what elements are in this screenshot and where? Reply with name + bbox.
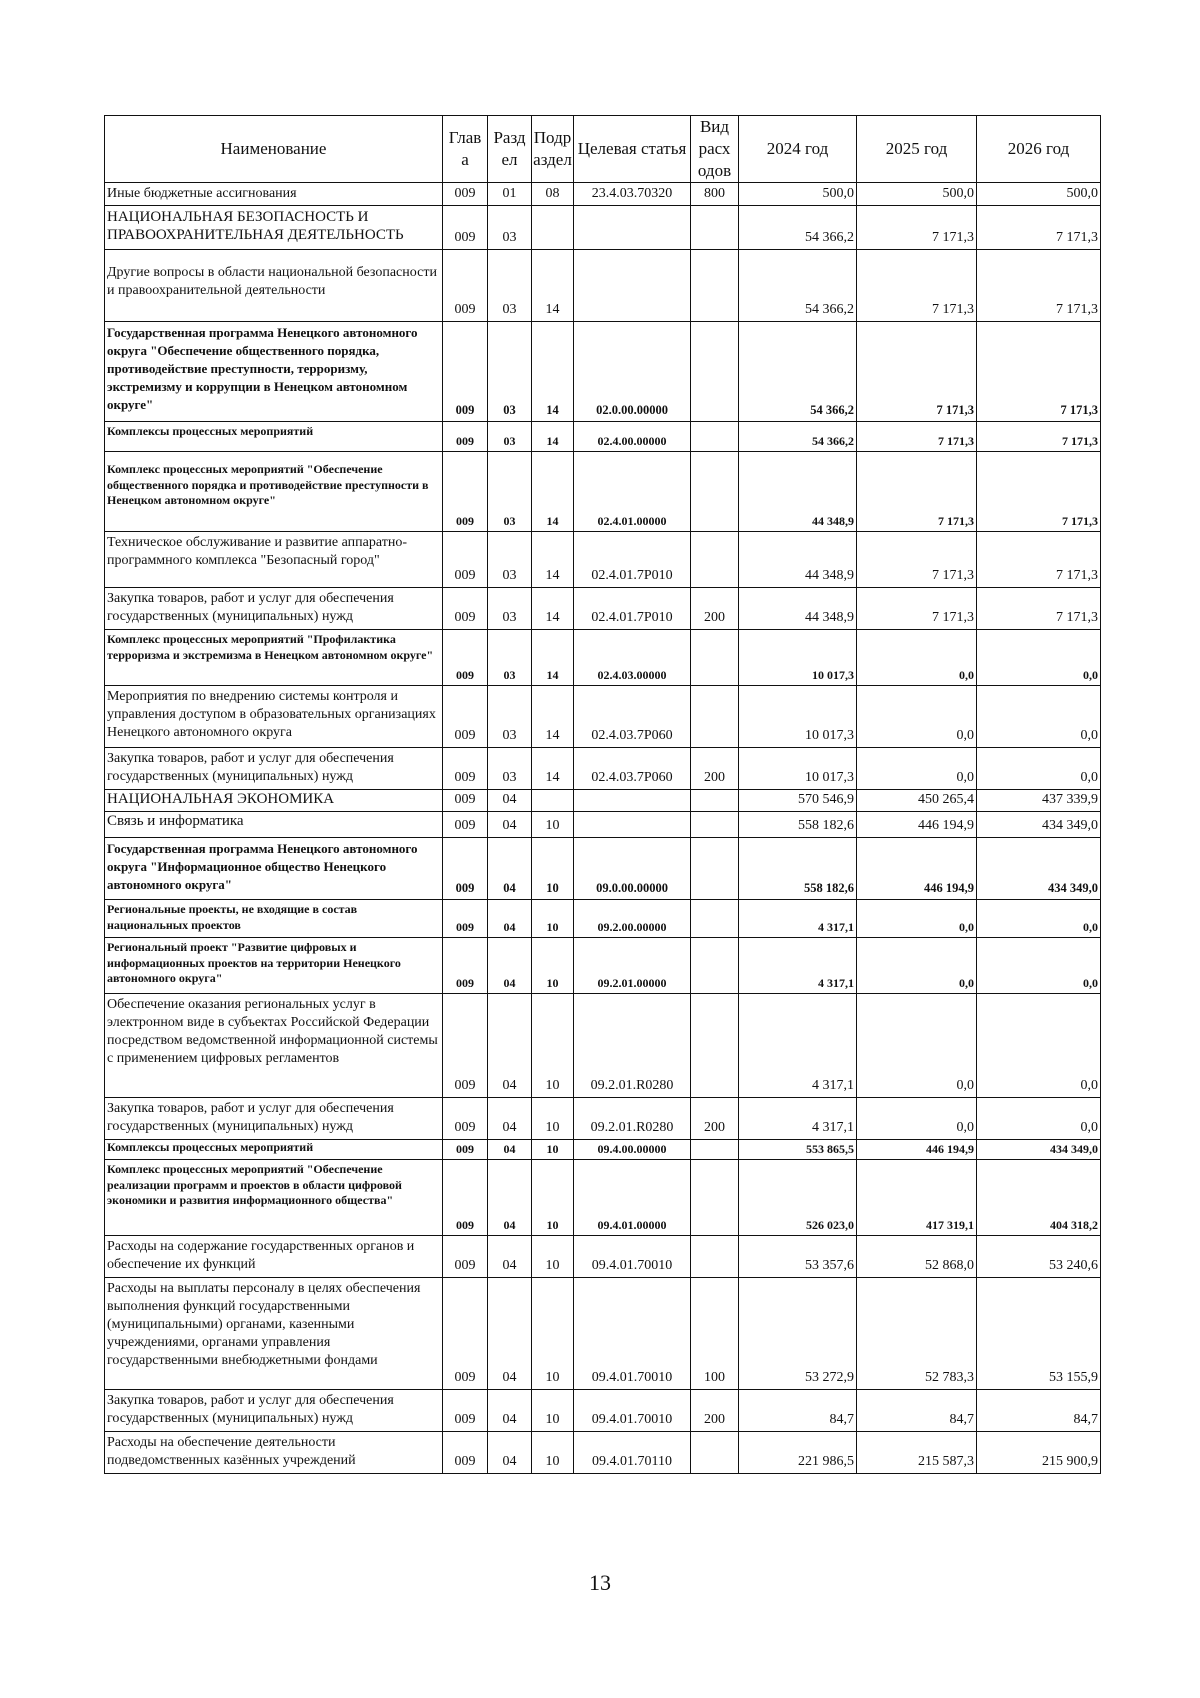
row-value-2024: 4 317,1 (739, 900, 857, 938)
row-value-2025: 446 194,9 (857, 812, 977, 838)
row-value-2026: 7 171,3 (977, 422, 1101, 452)
header-glava: Глав а (443, 116, 488, 183)
row-value-2024: 54 366,2 (739, 322, 857, 422)
row-podrazdel: 10 (532, 994, 574, 1098)
row-value-2025: 417 319,1 (857, 1160, 977, 1236)
table-row (105, 1140, 1101, 1160)
row-expense-type (691, 206, 739, 250)
row-value-2024: 500,0 (739, 183, 857, 206)
row-name: Комплекс процессных мероприятий "Обеспечение общественного порядка и противодействие преступности в Ненецком автономном округе" (105, 452, 443, 532)
row-expense-type (691, 790, 739, 812)
row-value-2026: 7 171,3 (977, 452, 1101, 532)
row-glava: 009 (443, 1278, 488, 1390)
row-razdel: 04 (488, 1278, 532, 1390)
row-target-article (574, 812, 691, 838)
row-value-2025: 0,0 (857, 748, 977, 790)
row-target-article: 02.4.00.00000 (574, 422, 691, 452)
table-row (105, 790, 1101, 812)
row-value-2024: 4 317,1 (739, 1098, 857, 1140)
row-razdel: 03 (488, 686, 532, 748)
row-name: Техническое обслуживание и развитие аппаратно-программного комплекса "Безопасный город" (105, 532, 443, 588)
row-expense-type (691, 838, 739, 900)
row-razdel: 03 (488, 630, 532, 686)
row-razdel: 04 (488, 1160, 532, 1236)
row-target-article: 09.2.01.00000 (574, 938, 691, 994)
row-podrazdel: 10 (532, 838, 574, 900)
header-year-2024: 2024 год (739, 116, 857, 183)
row-value-2026: 7 171,3 (977, 206, 1101, 250)
row-glava: 009 (443, 1160, 488, 1236)
row-value-2025: 0,0 (857, 994, 977, 1098)
table-row (105, 748, 1101, 790)
row-expense-type (691, 994, 739, 1098)
row-value-2024: 10 017,3 (739, 748, 857, 790)
table-row (105, 452, 1101, 532)
row-podrazdel: 14 (532, 532, 574, 588)
row-value-2025: 215 587,3 (857, 1432, 977, 1474)
row-value-2025: 500,0 (857, 183, 977, 206)
row-value-2024: 221 986,5 (739, 1432, 857, 1474)
row-value-2026: 437 339,9 (977, 790, 1101, 812)
row-expense-type (691, 1236, 739, 1278)
row-glava: 009 (443, 452, 488, 532)
row-podrazdel: 10 (532, 1098, 574, 1140)
table-row (105, 183, 1101, 206)
row-name: Другие вопросы в области национальной безопасности и правоохранительной деятельности (105, 250, 443, 322)
table-row (105, 1160, 1101, 1236)
row-target-article: 09.0.00.00000 (574, 838, 691, 900)
row-value-2024: 84,7 (739, 1390, 857, 1432)
table-row (105, 250, 1101, 322)
row-razdel: 04 (488, 1140, 532, 1160)
row-glava: 009 (443, 1140, 488, 1160)
row-razdel: 03 (488, 748, 532, 790)
row-value-2025: 0,0 (857, 1098, 977, 1140)
row-value-2026: 434 349,0 (977, 812, 1101, 838)
row-value-2025: 7 171,3 (857, 588, 977, 630)
row-target-article (574, 790, 691, 812)
row-target-article: 02.4.03.7Р060 (574, 686, 691, 748)
row-value-2025: 84,7 (857, 1390, 977, 1432)
row-value-2024: 54 366,2 (739, 422, 857, 452)
row-value-2026: 215 900,9 (977, 1432, 1101, 1474)
table-row (105, 1278, 1101, 1390)
row-name: Закупка товаров, работ и услуг для обеспечения государственных (муниципальных) нужд (105, 1098, 443, 1140)
row-podrazdel: 10 (532, 938, 574, 994)
row-value-2025: 7 171,3 (857, 206, 977, 250)
row-value-2026: 0,0 (977, 630, 1101, 686)
row-target-article: 09.4.01.70110 (574, 1432, 691, 1474)
row-target-article: 09.2.01.R0280 (574, 994, 691, 1098)
row-value-2024: 44 348,9 (739, 588, 857, 630)
row-glava: 009 (443, 1432, 488, 1474)
row-glava: 009 (443, 686, 488, 748)
row-razdel: 04 (488, 790, 532, 812)
row-podrazdel: 14 (532, 630, 574, 686)
row-target-article: 09.4.01.00000 (574, 1160, 691, 1236)
row-value-2026: 7 171,3 (977, 588, 1101, 630)
row-podrazdel: 08 (532, 183, 574, 206)
header-year-2026: 2026 год (977, 116, 1101, 183)
row-value-2025: 0,0 (857, 630, 977, 686)
row-value-2026: 7 171,3 (977, 250, 1101, 322)
row-name: Закупка товаров, работ и услуг для обеспечения государственных (муниципальных) нужд (105, 1390, 443, 1432)
table-row (105, 532, 1101, 588)
row-razdel: 03 (488, 422, 532, 452)
row-razdel: 03 (488, 452, 532, 532)
header-row (105, 116, 1101, 183)
row-value-2025: 7 171,3 (857, 422, 977, 452)
row-target-article: 09.2.00.00000 (574, 900, 691, 938)
row-razdel: 03 (488, 250, 532, 322)
row-glava: 009 (443, 206, 488, 250)
row-expense-type (691, 322, 739, 422)
header-expense-type: Вид расх одов (691, 116, 739, 183)
row-target-article: 02.4.01.7Р010 (574, 532, 691, 588)
row-name: Мероприятия по внедрению системы контроля и управления доступом в образовательных организациях Ненецкого автономного округа (105, 686, 443, 748)
row-glava: 009 (443, 938, 488, 994)
row-expense-type (691, 686, 739, 748)
row-razdel: 04 (488, 838, 532, 900)
row-podrazdel (532, 790, 574, 812)
row-value-2024: 44 348,9 (739, 532, 857, 588)
row-target-article: 09.4.01.70010 (574, 1390, 691, 1432)
row-target-article: 02.4.01.7Р010 (574, 588, 691, 630)
row-value-2026: 7 171,3 (977, 322, 1101, 422)
row-value-2026: 53 240,6 (977, 1236, 1101, 1278)
row-target-article: 02.4.03.00000 (574, 630, 691, 686)
row-glava: 009 (443, 630, 488, 686)
row-podrazdel: 14 (532, 588, 574, 630)
table-row (105, 206, 1101, 250)
row-podrazdel: 14 (532, 452, 574, 532)
row-glava: 009 (443, 1098, 488, 1140)
row-razdel: 04 (488, 994, 532, 1098)
row-expense-type (691, 532, 739, 588)
row-razdel: 04 (488, 1390, 532, 1432)
row-razdel: 04 (488, 1098, 532, 1140)
row-razdel: 03 (488, 206, 532, 250)
row-expense-type: 200 (691, 1098, 739, 1140)
table-row (105, 630, 1101, 686)
table-row (105, 900, 1101, 938)
row-razdel: 01 (488, 183, 532, 206)
row-podrazdel: 14 (532, 250, 574, 322)
row-name: НАЦИОНАЛЬНАЯ ЭКОНОМИКА (105, 790, 443, 812)
row-target-article: 02.0.00.00000 (574, 322, 691, 422)
row-podrazdel: 14 (532, 686, 574, 748)
row-value-2025: 52 868,0 (857, 1236, 977, 1278)
header-name: Наименование (105, 116, 443, 183)
table-row (105, 422, 1101, 452)
table-row (105, 322, 1101, 422)
row-value-2025: 7 171,3 (857, 250, 977, 322)
row-value-2025: 0,0 (857, 686, 977, 748)
row-target-article: 02.4.01.00000 (574, 452, 691, 532)
row-value-2024: 570 546,9 (739, 790, 857, 812)
row-expense-type: 200 (691, 748, 739, 790)
row-podrazdel: 10 (532, 1160, 574, 1236)
row-razdel: 03 (488, 588, 532, 630)
row-value-2026: 404 318,2 (977, 1160, 1101, 1236)
row-glava: 009 (443, 250, 488, 322)
row-podrazdel: 10 (532, 1278, 574, 1390)
row-expense-type (691, 250, 739, 322)
header-podrazdel: Подр аздел (532, 116, 574, 183)
header-razdel: Разд ел (488, 116, 532, 183)
row-expense-type (691, 1160, 739, 1236)
row-glava: 009 (443, 994, 488, 1098)
row-expense-type (691, 938, 739, 994)
row-value-2026: 0,0 (977, 1098, 1101, 1140)
row-target-article: 09.2.01.R0280 (574, 1098, 691, 1140)
row-name: Закупка товаров, работ и услуг для обеспечения государственных (муниципальных) нужд (105, 588, 443, 630)
row-value-2024: 44 348,9 (739, 452, 857, 532)
row-value-2025: 7 171,3 (857, 532, 977, 588)
row-razdel: 03 (488, 322, 532, 422)
row-expense-type (691, 422, 739, 452)
table-row (105, 1432, 1101, 1474)
row-name: Региональный проект "Развитие цифровых и информационных проектов на территории Ненецкого автономного округа" (105, 938, 443, 994)
row-razdel: 04 (488, 1236, 532, 1278)
row-target-article: 23.4.03.70320 (574, 183, 691, 206)
row-value-2025: 7 171,3 (857, 322, 977, 422)
row-target-article: 09.4.00.00000 (574, 1140, 691, 1160)
page-number: 13 (589, 1570, 611, 1595)
row-podrazdel: 10 (532, 812, 574, 838)
row-expense-type (691, 900, 739, 938)
row-name: Обеспечение оказания региональных услуг в электронном виде в субъектах Российской Федерации посредством ведомственной информационной системы с применением цифровых регламентов (105, 994, 443, 1098)
row-value-2026: 7 171,3 (977, 532, 1101, 588)
row-podrazdel: 14 (532, 748, 574, 790)
row-value-2024: 558 182,6 (739, 812, 857, 838)
row-glava: 009 (443, 1390, 488, 1432)
row-value-2024: 4 317,1 (739, 938, 857, 994)
row-podrazdel (532, 206, 574, 250)
row-podrazdel: 14 (532, 322, 574, 422)
row-expense-type: 100 (691, 1278, 739, 1390)
header-year-2025: 2025 год (857, 116, 977, 183)
row-value-2024: 526 023,0 (739, 1160, 857, 1236)
table-row (105, 838, 1101, 900)
row-podrazdel: 10 (532, 1236, 574, 1278)
row-value-2026: 0,0 (977, 938, 1101, 994)
row-name: Расходы на выплаты персоналу в целях обеспечения выполнения функций государственными (муниципальными) органами, казенными учреждениями, органами управления государственными внебюджетными фондами (105, 1278, 443, 1390)
table-row (105, 1390, 1101, 1432)
table-row (105, 686, 1101, 748)
row-razdel: 04 (488, 1432, 532, 1474)
row-podrazdel: 10 (532, 1432, 574, 1474)
row-value-2024: 558 182,6 (739, 838, 857, 900)
row-expense-type (691, 1432, 739, 1474)
row-podrazdel: 10 (532, 1390, 574, 1432)
row-glava: 009 (443, 422, 488, 452)
row-value-2024: 54 366,2 (739, 206, 857, 250)
row-value-2026: 434 349,0 (977, 1140, 1101, 1160)
table-row (105, 588, 1101, 630)
row-name: Расходы на содержание государственных органов и обеспечение их функций (105, 1236, 443, 1278)
row-value-2025: 52 783,3 (857, 1278, 977, 1390)
row-name: Комплексы процессных мероприятий (105, 1140, 443, 1160)
row-value-2025: 0,0 (857, 900, 977, 938)
table-row (105, 812, 1101, 838)
row-razdel: 04 (488, 938, 532, 994)
row-target-article (574, 206, 691, 250)
row-value-2024: 10 017,3 (739, 686, 857, 748)
row-glava: 009 (443, 790, 488, 812)
row-name: Комплексы процессных мероприятий (105, 422, 443, 452)
row-razdel: 04 (488, 900, 532, 938)
row-podrazdel: 14 (532, 422, 574, 452)
row-name: Комплекс процессных мероприятий "Обеспечение реализации программ и проектов в области цифровой экономики и развития информационного общества" (105, 1160, 443, 1236)
row-value-2025: 446 194,9 (857, 1140, 977, 1160)
row-target-article: 09.4.01.70010 (574, 1236, 691, 1278)
row-glava: 009 (443, 838, 488, 900)
row-glava: 009 (443, 1236, 488, 1278)
row-glava: 009 (443, 748, 488, 790)
row-expense-type (691, 452, 739, 532)
table-row (105, 938, 1101, 994)
row-name: Расходы на обеспечение деятельности подведомственных казённых учреждений (105, 1432, 443, 1474)
row-name: Связь и информатика (105, 812, 443, 838)
row-name: Государственная программа Ненецкого автономного округа "Обеспечение общественного порядка, противодействие преступности, терроризму, экстремизму и коррупции в Ненецком автономном округе" (105, 322, 443, 422)
row-glava: 009 (443, 322, 488, 422)
row-value-2024: 4 317,1 (739, 994, 857, 1098)
row-value-2026: 53 155,9 (977, 1278, 1101, 1390)
table-row (105, 1098, 1101, 1140)
row-glava: 009 (443, 900, 488, 938)
row-value-2024: 53 272,9 (739, 1278, 857, 1390)
row-glava: 009 (443, 532, 488, 588)
row-value-2025: 7 171,3 (857, 452, 977, 532)
row-value-2025: 450 265,4 (857, 790, 977, 812)
row-expense-type (691, 812, 739, 838)
row-value-2024: 553 865,5 (739, 1140, 857, 1160)
row-glava: 009 (443, 183, 488, 206)
row-value-2026: 84,7 (977, 1390, 1101, 1432)
row-value-2026: 0,0 (977, 994, 1101, 1098)
row-value-2026: 500,0 (977, 183, 1101, 206)
row-target-article: 02.4.03.7Р060 (574, 748, 691, 790)
row-value-2026: 434 349,0 (977, 838, 1101, 900)
row-expense-type: 200 (691, 1390, 739, 1432)
row-value-2024: 54 366,2 (739, 250, 857, 322)
row-target-article: 09.4.01.70010 (574, 1278, 691, 1390)
row-podrazdel: 10 (532, 900, 574, 938)
row-razdel: 04 (488, 812, 532, 838)
row-value-2024: 10 017,3 (739, 630, 857, 686)
row-name: Государственная программа Ненецкого автономного округа "Информационное общество Ненецкого автономного округа" (105, 838, 443, 900)
row-expense-type (691, 1140, 739, 1160)
row-name: Региональные проекты, не входящие в состав национальных проектов (105, 900, 443, 938)
row-value-2026: 0,0 (977, 748, 1101, 790)
header-target-article: Целевая статья (574, 116, 691, 183)
row-razdel: 03 (488, 532, 532, 588)
row-target-article (574, 250, 691, 322)
table-row (105, 994, 1101, 1098)
row-value-2026: 0,0 (977, 686, 1101, 748)
row-name: Закупка товаров, работ и услуг для обеспечения государственных (муниципальных) нужд (105, 748, 443, 790)
row-glava: 009 (443, 812, 488, 838)
row-value-2025: 446 194,9 (857, 838, 977, 900)
row-name: Комплекс процессных мероприятий "Профилактика терроризма и экстремизма в Ненецком автономном округе" (105, 630, 443, 686)
row-glava: 009 (443, 588, 488, 630)
row-expense-type: 800 (691, 183, 739, 206)
row-value-2024: 53 357,6 (739, 1236, 857, 1278)
table-row (105, 1236, 1101, 1278)
row-expense-type (691, 630, 739, 686)
row-value-2026: 0,0 (977, 900, 1101, 938)
row-expense-type: 200 (691, 588, 739, 630)
row-name: Иные бюджетные ассигнования (105, 183, 443, 206)
budget-table (104, 115, 1101, 1474)
row-podrazdel: 10 (532, 1140, 574, 1160)
row-value-2025: 0,0 (857, 938, 977, 994)
row-name: НАЦИОНАЛЬНАЯ БЕЗОПАСНОСТЬ И ПРАВООХРАНИТЕЛЬНАЯ ДЕЯТЕЛЬНОСТЬ (105, 206, 443, 250)
